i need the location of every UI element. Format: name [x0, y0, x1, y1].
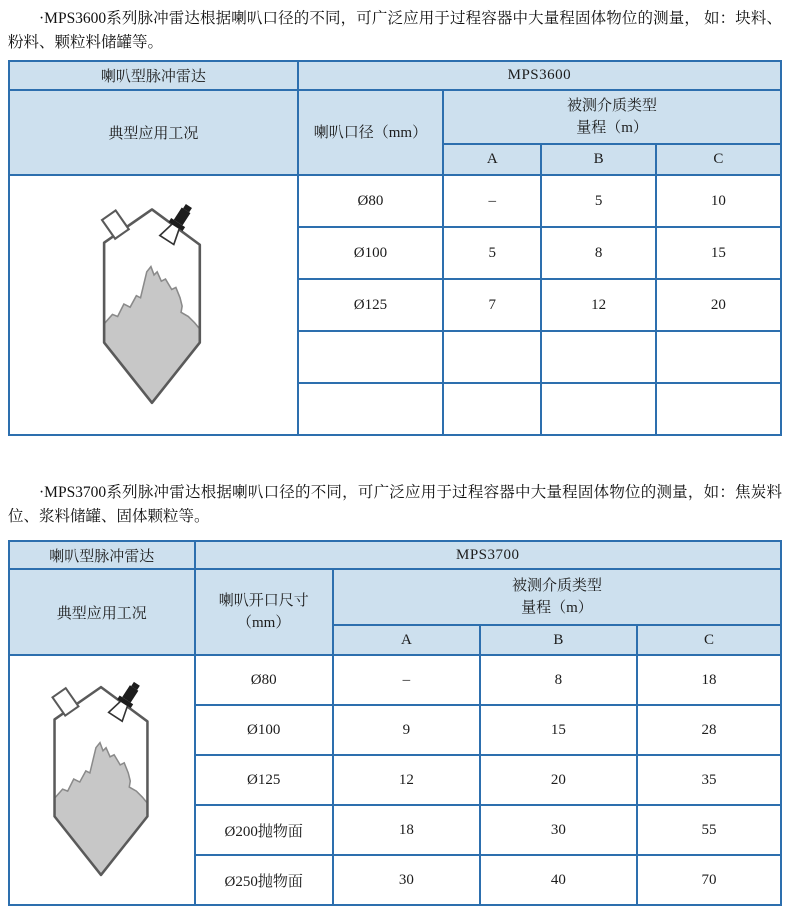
range-a-cell [443, 331, 541, 383]
diameter-cell [298, 331, 443, 383]
spec-table-mps3600 [8, 60, 782, 436]
intro-paragraph-mps3600: ·MPS3600系列脉冲雷达根据喇叭口径的不同，可广泛应用于过程容器中大量程固体物位的测量， 如：块料、粉料、颗粒料储罐等。 [8, 10, 782, 51]
medium-range-cell [333, 569, 781, 625]
table-row [9, 90, 781, 144]
range-c-cell: 15 [656, 227, 781, 279]
diameter-cell: Ø200抛物面 [195, 805, 333, 855]
range-label: 量程（m） [521, 600, 593, 616]
range-b-cell: 8 [480, 655, 637, 705]
diameter-cell: Ø100 [298, 227, 443, 279]
table-row [9, 541, 781, 569]
table-row [9, 61, 781, 90]
model-cell: MPS3600 [298, 61, 781, 90]
application-label-cell: 典型应用工况 [9, 90, 298, 175]
range-c-cell: 28 [637, 705, 781, 755]
range-a-cell: – [333, 655, 480, 705]
grade-b-header: B [480, 625, 637, 655]
range-b-cell: 30 [480, 805, 637, 855]
range-b-cell: 8 [541, 227, 655, 279]
range-a-cell: 5 [443, 227, 541, 279]
range-c-cell: 18 [637, 655, 781, 705]
range-c-cell: 55 [637, 805, 781, 855]
diameter-cell: Ø100 [195, 705, 333, 755]
range-label: 量程（m） [576, 120, 648, 136]
range-b-cell: 15 [480, 705, 637, 755]
silo-diagram [9, 655, 195, 905]
range-b-cell: 40 [480, 855, 637, 905]
grade-a-header: A [333, 625, 480, 655]
diameter-label-line1: 喇叭开口尺寸 [218, 593, 309, 609]
range-a-cell: 12 [333, 755, 480, 805]
range-b-cell: 5 [541, 175, 655, 227]
table-row [9, 175, 781, 227]
medium-type-label: 被测介质类型 [567, 98, 658, 114]
range-a-cell: 7 [443, 279, 541, 331]
range-b-cell: 12 [541, 279, 655, 331]
diameter-cell: Ø80 [298, 175, 443, 227]
grade-c-header: C [637, 625, 781, 655]
medium-range-cell [443, 90, 781, 144]
model-cell: MPS3700 [195, 541, 782, 569]
range-a-cell [443, 383, 541, 435]
grade-a-header: A [443, 144, 541, 175]
diameter-label-line1: 喇叭口径（mm） [313, 124, 428, 141]
silo-with-radar-icon [44, 677, 160, 879]
range-c-cell: 35 [637, 755, 781, 805]
diameter-cell: Ø250抛物面 [195, 855, 333, 905]
diameter-cell: Ø125 [298, 279, 443, 331]
diameter-label-cell [195, 569, 333, 655]
silo-with-radar-icon [93, 199, 213, 407]
grade-c-header: C [656, 144, 781, 175]
spec-table-mps3700 [8, 540, 782, 906]
range-c-cell [656, 331, 781, 383]
range-c-cell [656, 383, 781, 435]
application-label-cell: 典型应用工况 [9, 569, 195, 655]
intro-paragraph-mps3700: ·MPS3700系列脉冲雷达根据喇叭口径的不同，可广泛应用于过程容器中大量程固体物位的测量，如：焦炭料位、浆料储罐、固体颗粒等。 [8, 484, 782, 525]
range-b-cell: 20 [480, 755, 637, 805]
range-a-cell: 30 [333, 855, 480, 905]
medium-type-label: 被测介质类型 [511, 578, 602, 594]
range-a-cell: – [443, 175, 541, 227]
silo-diagram [9, 175, 298, 435]
table-row [9, 655, 781, 705]
diameter-cell: Ø125 [195, 755, 333, 805]
range-a-cell: 18 [333, 805, 480, 855]
range-c-cell: 70 [637, 855, 781, 905]
product-type-cell: 喇叭型脉冲雷达 [9, 61, 298, 90]
grade-b-header: B [541, 144, 655, 175]
product-type-cell: 喇叭型脉冲雷达 [9, 541, 195, 569]
range-c-cell: 10 [656, 175, 781, 227]
diameter-label-line2: （mm） [237, 615, 291, 631]
range-b-cell [541, 383, 655, 435]
diameter-cell: Ø80 [195, 655, 333, 705]
table-row [9, 569, 781, 625]
diameter-label-cell [298, 90, 443, 175]
diameter-cell [298, 383, 443, 435]
range-c-cell: 20 [656, 279, 781, 331]
range-b-cell [541, 331, 655, 383]
range-a-cell: 9 [333, 705, 480, 755]
